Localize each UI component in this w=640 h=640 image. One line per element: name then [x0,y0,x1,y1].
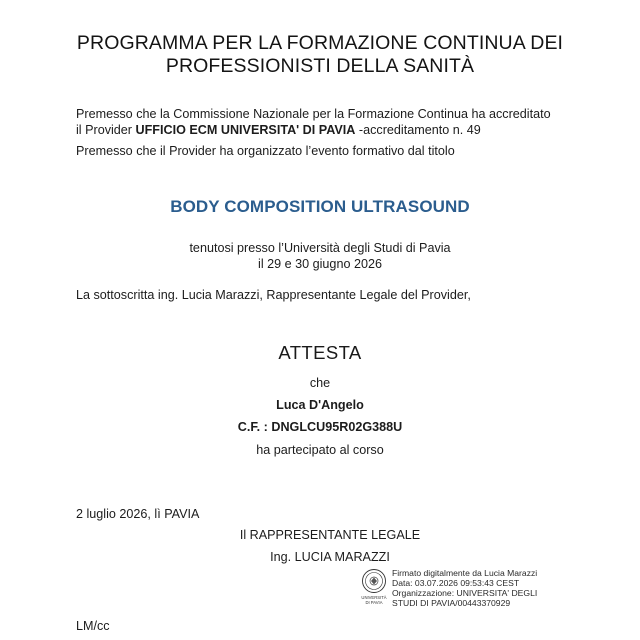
legal-rep-name: Ing. LUCIA MARAZZI [270,550,390,564]
place-date: 2 luglio 2026, lì PAVIA [76,507,200,521]
signature-line4: STUDI DI PAVIA/00443370929 [392,598,511,608]
seal-text-1: UNIVERSITÀ [361,595,387,600]
digital-signature-text [392,568,537,608]
provider-prefix: il Provider [76,123,136,137]
participant-name: Luca D'Angelo [276,398,364,412]
signature-line1: Firmato digitalmente da Lucia Marazzi [392,568,538,578]
premise-accreditation-line1: Premesso che la Commissione Nazionale per la Formazione Continua ha accreditato [76,107,551,121]
che-text: che [309,376,331,390]
signature-line2: Data: 03.07.2026 09:53:43 CEST [392,578,520,588]
document-title [0,32,640,78]
initials: LM/cc [76,619,110,633]
accreditation-number: -accreditamento n. 49 [355,123,481,137]
date-line: il 29 e 30 giugno 2026 [258,257,382,271]
fiscal-code: C.F. : DNGLCU95R02G388U [237,420,403,434]
signature-line3: Organizzazione: UNIVERSITA' DEGLI [392,588,538,598]
premise-event: Premesso che il Provider ha organizzato l’evento formativo dal titolo [76,144,455,158]
document-title-line2: PROFESSIONISTI DELLA SANITÀ [165,55,475,77]
signatory-line: La sottoscritta ing. Lucia Marazzi, Rappresentante Legale del Provider, [76,288,471,302]
provider-name: UFFICIO ECM UNIVERSITA' DI PAVIA [135,123,356,137]
participation-text: ha partecipato al corso [256,443,384,457]
digital-signature-block [360,568,560,608]
course-title: BODY COMPOSITION ULTRASOUND [170,197,470,216]
premise-accreditation-line2 [76,122,481,138]
document-title-line1: PROGRAMMA PER LA FORMAZIONE CONTINUA DEI [76,32,564,54]
attesta-heading: ATTESTA [278,342,362,363]
legal-rep-title: Il RAPPRESENTANTE LEGALE [239,528,421,542]
venue-line: tenutosi presso l’Università degli Studi di Pavia [189,241,451,255]
university-seal-icon [360,568,388,606]
seal-text-2: DI PAVIA [365,600,383,605]
